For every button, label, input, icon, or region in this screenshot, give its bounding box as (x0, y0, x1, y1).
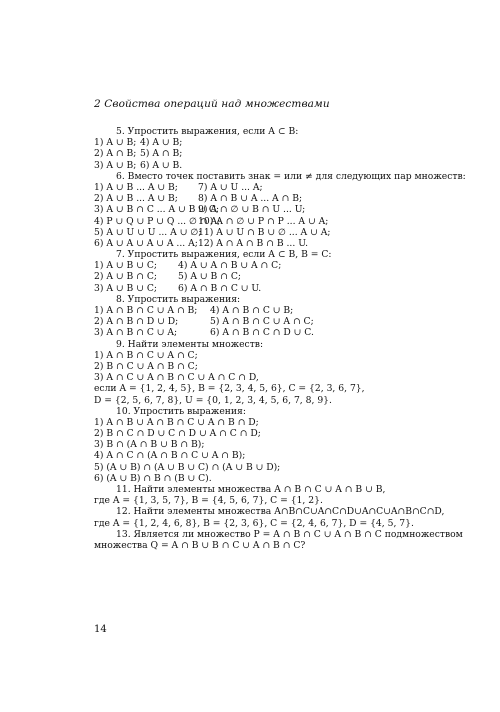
exercise-item: 4) A ∩ B ∩ C ∪ B; (210, 305, 294, 316)
text-line (94, 305, 424, 316)
text-line (94, 160, 424, 171)
exercise-item: 12) A ∩ A ∩ B ∩ B ... U. (198, 237, 309, 249)
text-line (94, 372, 424, 383)
exercise-item: 3) A ∪ B ∩ C ... A ∪ B ∪ C; (94, 204, 220, 216)
exercise-item: 3) A ∩ B ∩ C ∪ A; (94, 327, 178, 339)
text-line (94, 518, 424, 529)
exercise-item: 6) (A ∪ B) ∩ B ∩ (B ∪ C). (94, 472, 212, 484)
text-line (94, 193, 424, 204)
exercise-item: 6) A ∩ B ∩ C ∪ U. (178, 282, 262, 294)
text-line (94, 495, 424, 506)
exercise-item: 1) A ∩ B ∩ C ∪ A ∩ C; (94, 349, 198, 361)
exercise-item: 10) A ∩ ∅ ∪ P ∩ P ... A ∪ A; (198, 215, 329, 227)
text-line (94, 417, 424, 428)
page-number: 14 (94, 624, 107, 635)
exercise-item: 3) B ∩ (A ∩ B ∪ B ∩ B); (94, 439, 205, 451)
exercise-item: 8) A ∩ B ∪ A ... A ∩ B; (198, 193, 303, 205)
exercise-item: 2) A ∩ B ∩ D ∪ D; (94, 316, 179, 328)
exercise-item: 2) A ∪ B ∩ C; (94, 271, 157, 283)
exercise-heading: 5. Упростить выражения, если A ⊂ B: (116, 126, 299, 137)
exercise-item: 1) A ∪ B; (94, 137, 137, 149)
text-line (94, 350, 424, 361)
exercise-item: 7) A ∪ U ... A; (198, 181, 263, 193)
text-line (94, 327, 424, 338)
exercise-item: если A = {1, 2, 4, 5}, B = {2, 3, 4, 5, 6}, C = {2, 3, 6, 7}, (94, 383, 365, 395)
exercise-list (94, 126, 466, 551)
text-line (94, 406, 424, 417)
text-line (94, 238, 424, 249)
text-line (94, 204, 424, 215)
exercise-heading: 12. Найти элементы множества A∩B∩C∪A∩C∩D∪A∩C∪A∩B∩C∩D, (116, 506, 445, 518)
text-line (94, 361, 424, 372)
text-line (94, 462, 424, 473)
text-line (94, 540, 424, 551)
exercise-item: 6) A ∪ A ∪ A ∪ A ... A; (94, 237, 198, 249)
exercise-item: 3) A ∪ B; (94, 159, 137, 171)
exercise-item: 6) A ∩ B ∩ C ∩ D ∪ C. (210, 327, 314, 339)
text-line (94, 428, 424, 439)
exercise-heading: 10. Упростить выражения: (116, 405, 246, 417)
text-line (94, 216, 424, 227)
exercise-item: 5) A ∪ B ∩ C; (178, 271, 241, 283)
text-line (94, 395, 424, 406)
exercise-item: 2) B ∩ C ∩ D ∪ C ∩ D ∪ A ∩ C ∩ D; (94, 428, 261, 440)
exercise-item: 3) A ∩ C ∪ A ∩ B ∩ C ∪ A ∩ C ∩ D, (94, 372, 259, 384)
text-line (94, 137, 424, 148)
text-line (94, 283, 424, 294)
text-line (94, 506, 445, 518)
exercise-heading: 6. Вместо точек поставить знак = или ≠ для следующих пар множеств: (116, 170, 466, 182)
exercise-heading: 9. Найти элементы множеств: (116, 338, 264, 350)
exercise-heading: 7. Упростить выражения, если A ⊂ B, B = C: (116, 249, 332, 261)
exercise-item: 4) P ∪ Q ∪ P ∪ Q ... ∅ ∩ A; (94, 215, 221, 227)
text-line (94, 528, 463, 540)
text-line (94, 170, 466, 182)
running-header: 2 Свойства операций над множествами (94, 98, 330, 110)
text-line (94, 182, 424, 193)
exercise-item: 1) A ∩ B ∪ A ∩ B ∩ C ∪ A ∩ B ∩ D; (94, 416, 259, 428)
exercise-item: 5) (A ∪ B) ∩ (A ∪ B ∪ C) ∩ (A ∪ B ∪ D); (94, 461, 281, 473)
exercise-item: 4) A ∩ C ∩ (A ∩ B ∩ C ∪ A ∩ B); (94, 450, 246, 462)
exercise-item: 1) A ∪ B ∪ C; (94, 260, 157, 272)
text-line (94, 383, 424, 394)
exercise-item: 9) A ∩ ∅ ∪ B ∩ U ... U; (198, 204, 306, 216)
text-line (94, 450, 424, 461)
exercise-item: D = {2, 5, 6, 7, 8}, U = {0, 1, 2, 3, 4, 5, 6, 7, 8, 9}. (94, 394, 332, 406)
text-line (94, 473, 424, 484)
text-line (94, 439, 424, 450)
exercise-item: 1) A ∪ B ... A ∪ B; (94, 181, 178, 193)
exercise-item: 2) A ∩ B; (94, 148, 137, 160)
exercise-item: 3) A ∪ B ∪ C; (94, 282, 157, 294)
exercise-heading: 13. Является ли множество P = A ∩ B ∩ C ∪ A ∩ B ∩ C подмножеством (116, 528, 463, 540)
exercise-item: 4) A ∪ A ∩ B ∪ A ∩ C; (178, 260, 282, 272)
exercise-item: 4) A ∪ B; (140, 137, 183, 149)
exercise-item: 5) A ∪ U ∪ U ... A ∪ ∅; (94, 226, 202, 238)
text-line (94, 148, 424, 159)
text-line (94, 316, 424, 327)
text-line (94, 484, 424, 495)
exercise-item: где A = {1, 3, 5, 7}, B = {4, 5, 6, 7}, C = {1, 2}. (94, 495, 323, 507)
exercise-heading: 8. Упростить выражения: (116, 293, 241, 305)
exercise-item: множества Q = A ∩ B ∪ B ∩ C ∪ A ∩ B ∩ C? (94, 539, 306, 551)
exercise-heading: 11. Найти элементы множества A ∩ B ∩ C ∪ A ∩ B ∪ B, (116, 484, 386, 495)
exercise-item: 1) A ∩ B ∩ C ∪ A ∩ B; (94, 305, 198, 316)
exercise-item: 5) A ∩ B; (140, 148, 183, 160)
exercise-item: 2) B ∩ C ∪ A ∩ B ∩ C; (94, 360, 198, 372)
text-line (94, 339, 424, 350)
exercise-item: 11) A ∪ U ∩ B ∪ ∅ ... A ∪ A; (198, 226, 331, 238)
exercise-item: 2) A ∪ B ... A ∪ B; (94, 193, 178, 205)
text-line (94, 294, 424, 305)
exercise-item: где A = {1, 2, 4, 6, 8}, B = {2, 3, 6}, C = {2, 4, 6, 7}, D = {4, 5, 7}. (94, 517, 414, 529)
exercise-item: 5) A ∩ B ∩ C ∪ A ∩ C; (210, 316, 314, 328)
exercise-item: 6) A ∪ B. (140, 159, 183, 171)
text-line (94, 249, 424, 260)
text-line (94, 126, 424, 137)
text-line (94, 227, 424, 238)
text-line (94, 260, 424, 271)
text-line (94, 271, 424, 282)
